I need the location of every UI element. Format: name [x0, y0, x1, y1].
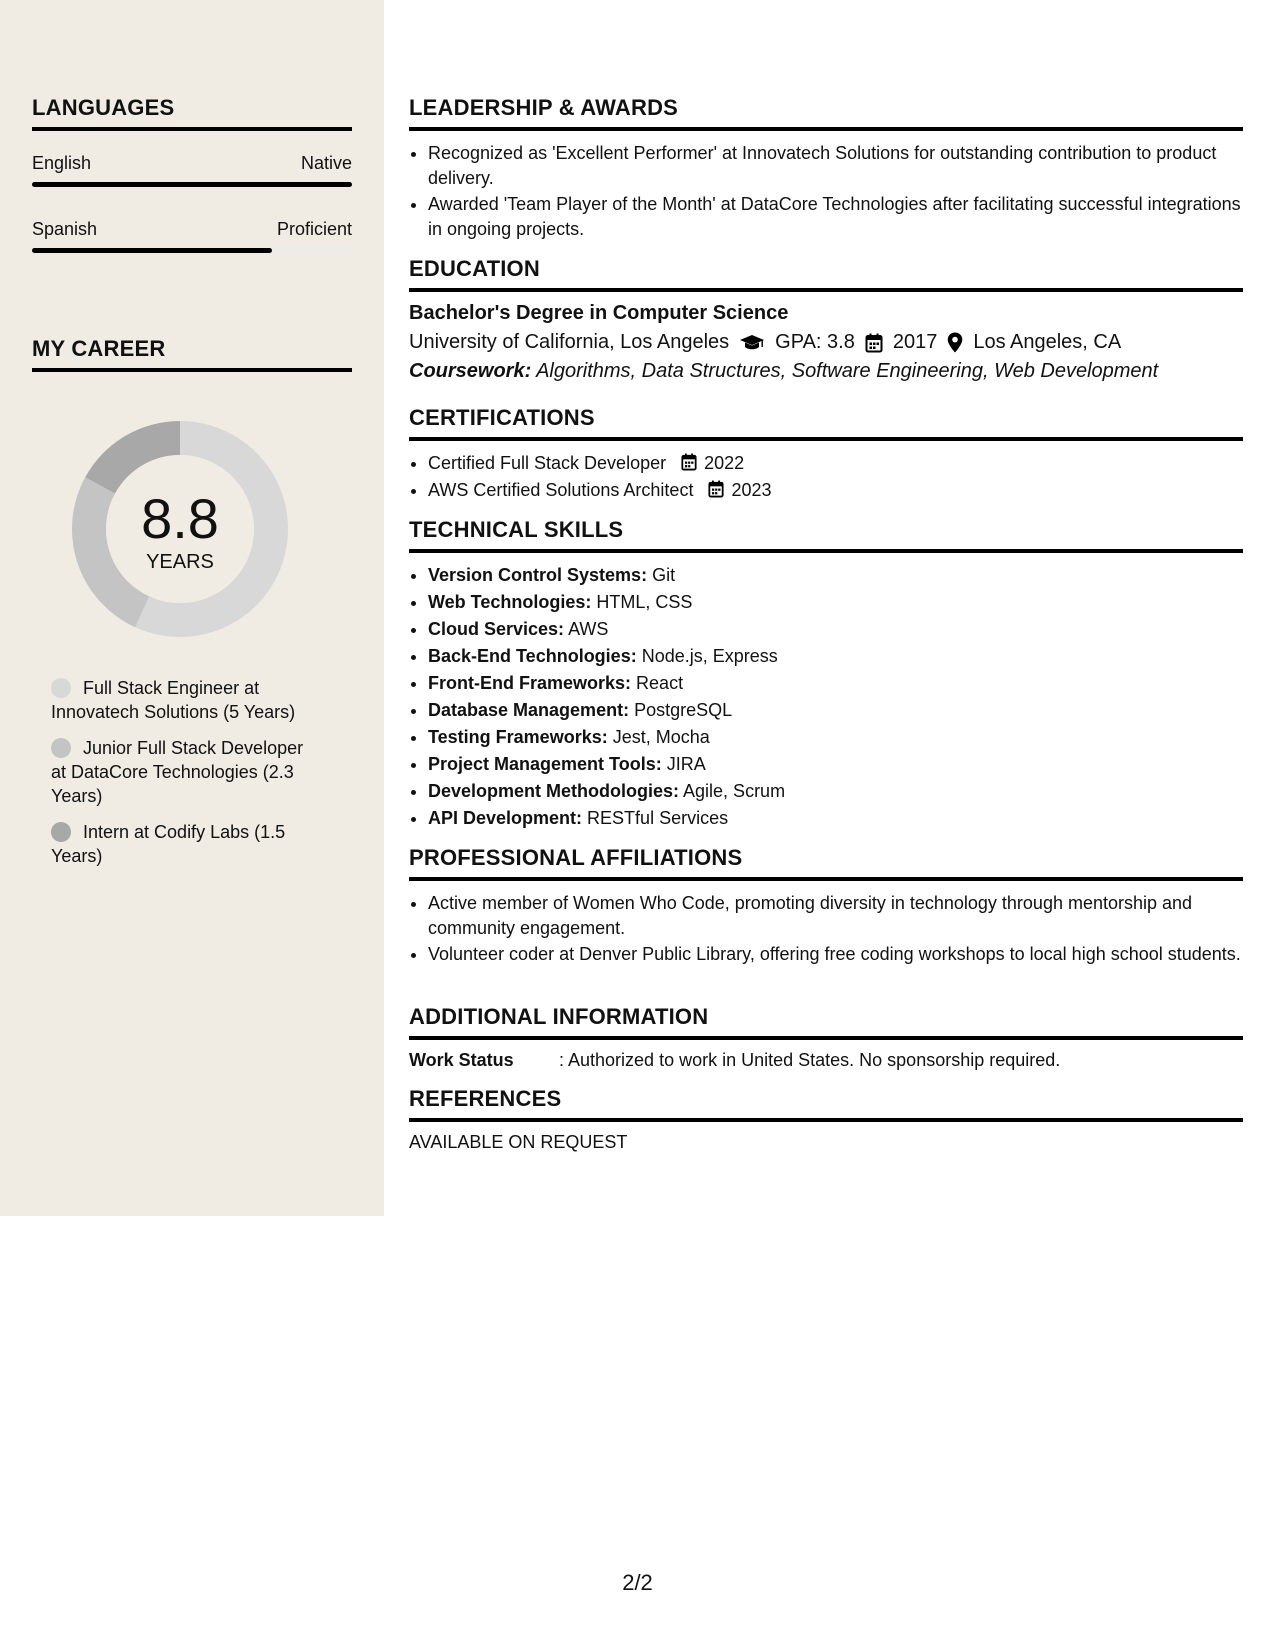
degree-title: Bachelor's Degree in Computer Science [409, 302, 789, 324]
skill-value: JIRA [666, 754, 706, 774]
languages-section [32, 95, 352, 253]
skill-value: HTML, CSS [596, 592, 693, 612]
skill-label: Version Control Systems: [428, 565, 648, 585]
references-title: REFERENCES [409, 1086, 1243, 1122]
references-text: AVAILABLE ON REQUEST [409, 1132, 628, 1152]
work-status-value: : Authorized to work in United States. No sponsorship required. [559, 1050, 1061, 1070]
career-legend-item [51, 820, 321, 868]
page-number: 2/2 [622, 1570, 653, 1595]
career-total-years: 8.8 [141, 486, 219, 550]
leadership-list [409, 141, 1243, 241]
skill-item [428, 617, 1243, 642]
education-title: EDUCATION [409, 256, 1243, 292]
skill-item [428, 779, 1243, 804]
skills-list [409, 563, 1243, 831]
skill-item [428, 644, 1243, 669]
donut-center [66, 415, 294, 643]
language-item [32, 153, 352, 187]
leadership-section [409, 95, 1243, 243]
certification-year: 2022 [704, 453, 745, 473]
language-bar-fill [32, 248, 272, 253]
certifications-section [409, 405, 1243, 504]
legend-dot [51, 738, 71, 758]
language-level: Proficient [276, 219, 352, 239]
certification-name: AWS Certified Solutions Architect [428, 479, 694, 500]
location-pin-icon [947, 332, 963, 353]
skill-label: Web Technologies: [428, 592, 592, 612]
language-name: Spanish [32, 219, 98, 239]
skill-value: PostgreSQL [634, 700, 733, 720]
certification-item [428, 478, 1243, 503]
skills-section [409, 517, 1243, 833]
skill-label: API Development: [428, 808, 583, 828]
skill-label: Development Methodologies: [428, 781, 680, 801]
career-donut-chart [66, 415, 294, 643]
languages-title: LANGUAGES [32, 95, 352, 131]
language-name: English [32, 153, 92, 173]
skills-title: TECHNICAL SKILLS [409, 517, 1243, 553]
skill-value: Node.js, Express [641, 646, 778, 666]
graduation-year: 2017 [892, 331, 938, 353]
leadership-title: LEADERSHIP & AWARDS [409, 95, 1243, 131]
career-legend-item [51, 736, 321, 808]
skill-value: Agile, Scrum [683, 781, 786, 801]
school-location: Los Angeles, CA [973, 331, 1122, 353]
coursework-list: Algorithms, Data Structures, Software Engineering, Web Development [536, 360, 1159, 382]
language-bar [32, 248, 352, 253]
coursework [409, 360, 1243, 383]
calendar-icon [708, 480, 724, 498]
skill-value: React [636, 673, 684, 693]
skill-item [428, 752, 1243, 777]
skill-item [428, 590, 1243, 615]
calendar-icon [681, 453, 697, 471]
career-total-unit: YEARS [146, 550, 214, 573]
language-item [32, 219, 352, 253]
list-item: • Recognized as 'Excellent Performer' at Innovatech Solutions for outstanding contribution to product delivery. [428, 141, 1243, 190]
skill-label: Cloud Services: [428, 619, 565, 639]
skill-label: Project Management Tools: [428, 754, 662, 774]
legend-dot [51, 822, 71, 842]
language-bar-fill [32, 182, 352, 187]
skill-item [428, 563, 1243, 588]
skill-value: Git [652, 565, 676, 585]
career-section [32, 336, 352, 372]
certification-name: Certified Full Stack Developer [428, 453, 667, 473]
legend-label: Junior Full Stack Developer at DataCore Technologies (2.3 Years) [51, 738, 304, 806]
references-section [409, 1086, 1243, 1153]
skill-item [428, 671, 1243, 696]
certifications-title: CERTIFICATIONS [409, 405, 1243, 441]
list-item: • Active member of Women Who Code, promoting diversity in technology through mentorship and community engagement. [428, 891, 1243, 940]
language-bar [32, 182, 352, 187]
skill-label: Front-End Frameworks: [428, 673, 632, 693]
graduation-cap-icon [739, 334, 765, 352]
language-level: Native [300, 153, 352, 173]
skill-value: AWS [568, 619, 609, 639]
skill-label: Database Management: [428, 700, 630, 720]
affiliations-title: PROFESSIONAL AFFILIATIONS [409, 845, 1243, 881]
skill-value: RESTful Services [587, 808, 729, 828]
skill-label: Back-End Technologies: [428, 646, 637, 666]
coursework-label: Coursework: [409, 360, 532, 382]
work-status-row [409, 1050, 1243, 1071]
career-title: MY CAREER [32, 336, 352, 372]
legend-label: Intern at Codify Labs (1.5 Years) [51, 822, 286, 866]
additional-info-section [409, 1004, 1243, 1071]
list-item: • Awarded 'Team Player of the Month' at DataCore Technologies after facilitating successful integrations in ongoing projects. [428, 192, 1243, 241]
education-section [409, 256, 1243, 383]
career-legend-item [51, 676, 321, 724]
work-status-label: Work Status [409, 1050, 514, 1070]
affiliations-section [409, 845, 1243, 969]
skill-item [428, 698, 1243, 723]
list-item: • Volunteer coder at Denver Public Library, offering free coding workshops to local high school students. [428, 942, 1243, 967]
sidebar [0, 0, 384, 1216]
legend-label: Full Stack Engineer at Innovatech Solutions (5 Years) [51, 678, 296, 722]
affiliations-list [409, 891, 1243, 967]
skill-label: Testing Frameworks: [428, 727, 608, 747]
education-details [409, 331, 1243, 354]
career-legend [51, 676, 321, 880]
certification-year: 2023 [731, 479, 772, 500]
certifications-list [409, 451, 1243, 502]
additional-info-title: ADDITIONAL INFORMATION [409, 1004, 1243, 1040]
skill-value: Jest, Mocha [612, 727, 710, 747]
skill-item [428, 806, 1243, 831]
skill-item [428, 725, 1243, 750]
calendar-icon [865, 333, 883, 353]
gpa: GPA: 3.8 [775, 331, 855, 353]
legend-dot [51, 678, 71, 698]
certification-item [428, 451, 1243, 476]
school-name: University of California, Los Angeles [409, 331, 730, 353]
